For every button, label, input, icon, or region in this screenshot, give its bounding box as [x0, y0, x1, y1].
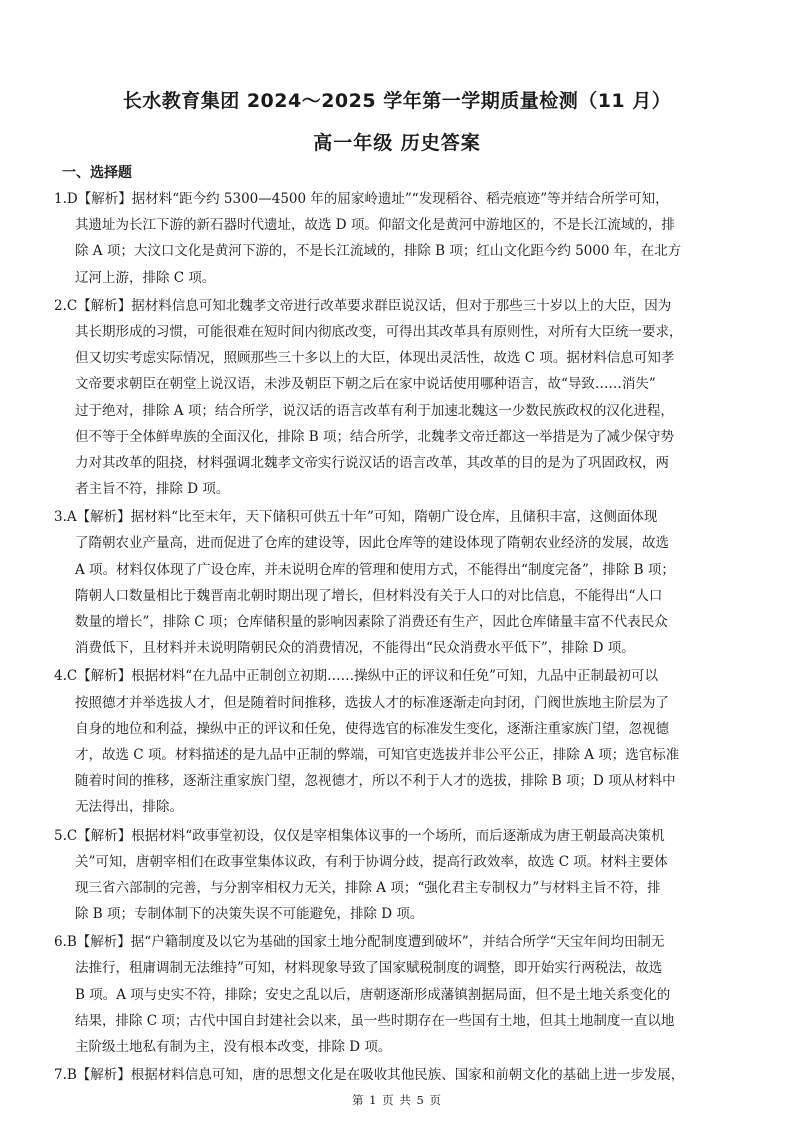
- answer-line: 结果，排除 C 项；古代中国自封建社会以来，虽一些时期存在一些国有土地，但其土地制度一直以地: [75, 1012, 675, 1029]
- answer-line: 消费低下，且材料并未说明隋朝民众的消费情况，不能得出“民众消费水平低下”，排除 D 项。: [75, 640, 635, 657]
- answer-line: 法推行，租庸调制无法维持”可知，材料现象导致了国家赋税制度的调整，即开始实行两税法，故选: [75, 960, 663, 977]
- document-title: 长水教育集团 2024～2025 学年第一学期质量检测（11 月）: [122, 90, 672, 112]
- answer-line: 了隋朝农业产量高，进而促进了仓库的建设等，因此仓库等的建设体现了隋朝农业经济的发展，故选: [75, 535, 669, 552]
- answer-list: [54, 186, 744, 1090]
- answer-line: 者主旨不符，排除 D 项。: [75, 481, 230, 498]
- answer-line: 除 B 项；专制体制下的决策失误不可能避免，排除 D 项。: [75, 906, 424, 923]
- answer-item: [54, 186, 744, 291]
- answer-line: 4.C【解析】根据材料“在九品中正制创立初期……操纵中正的评议和任免”可知，九品中正制最初可以: [54, 668, 659, 685]
- answer-line: A 项。材料仅体现了广设仓库，并未说明仓库的管理和使用方式，不能得出“制度完备”，排除 B 项；: [75, 561, 675, 578]
- answer-line: 关”可知，唐朝宰相们在政事堂集体议政，有利于协调分歧，提高行政效率，故选 C 项。材料主要体: [75, 853, 668, 870]
- answer-line: 3.A【解析】据材料“比至末年，天下储积可供五十年”可知，隋朝广设仓库，且储积丰富，这侧面体现: [54, 509, 658, 526]
- answer-line: 但不等于全体鲜卑族的全面汉化，排除 B 项；结合所学，北魏孝文帝迁都这一举措是为了减少保守势: [75, 428, 675, 445]
- answer-line: 按照德才并举选拔人才，但是随着时间推移，选拔人才的标准逐渐走向封闭，门阀世族地主阶层为了: [75, 694, 669, 711]
- answer-line: 其遗址为长江下游的新石器时代遗址，故选 D 项。仰韶文化是黄河中游地区的，不是长江流域的，排: [75, 217, 675, 234]
- answer-line: 随着时间的推移，逐渐注重家族门望，忽视德才，所以不利于人才的选拔，排除 B 项；D 项从材料中: [75, 773, 676, 790]
- answer-item: [54, 929, 744, 1060]
- answer-item: [54, 504, 744, 661]
- answer-line: 数量的增长”，排除 C 项；仓库储积量的影响因素除了消费还有生产，因此仓库储量丰富不代表民众: [75, 614, 668, 630]
- answer-line: 1.D【解析】据材料“距今约 5300—4500 年的屈家岭遗址”“发现稻谷、稻壳痕迹”等并结合所学可知，: [54, 191, 669, 207]
- answer-item: [54, 1062, 744, 1088]
- answer-line: 力对其改革的阻挠，材料强调北魏孝文帝实行说汉话的语言改革，其改革的目的是为了巩固政权，两: [75, 454, 669, 471]
- answer-line: 自身的地位和利益，操纵中正的评议和任免，使得选官的标准发生变化，逐渐注重家族门望，忽视德: [75, 720, 669, 737]
- page-number: 第 1 页 共 5 页: [352, 1093, 442, 1107]
- answer-line: 才，故选 C 项。材料描述的是九品中正制的弊端，可知官吏选拔并非公平公正，排除 A 项；选官标准: [75, 746, 680, 763]
- answer-line: 隋朝人口数量相比于魏晋南北朝时期出现了增长，但材料没有关于人口的对比信息，不能得出“人口: [75, 587, 663, 604]
- answer-line: 其长期形成的习惯，可能很难在短时间内彻底改变，可得出其改革具有原则性，对所有大臣统一要求，: [75, 323, 683, 340]
- answer-line: B 项。A 项与史实不符，排除；安史之乱以后，唐朝逐渐形成藩镇割据局面，但不是土地关系变化的: [75, 986, 671, 1003]
- answer-line: 6.B【解析】据“户籍制度及以它为基础的国家土地分配制度遭到破坏”，并结合所学“天宝年间均田制无: [54, 934, 665, 951]
- document-subtitle: 高一年级 历史答案: [313, 132, 481, 154]
- section-heading: 一、选择题: [62, 165, 132, 181]
- answer-line: 除 A 项；大汶口文化是黄河下游的，不是长江流域的，排除 B 项；红山文化距今约 5000 年，在北方: [75, 243, 682, 260]
- answer-item: [54, 293, 744, 503]
- answer-line: 文帝要求朝臣在朝堂上说汉语，未涉及朝臣下朝之后在家中说话使用哪种语言，故“导致……消失”: [75, 376, 656, 393]
- answer-line: 2.C【解析】据材料信息可知北魏孝文帝进行改革要求群臣说汉话，但对于那些三十岁以上的大臣，因为: [54, 297, 672, 314]
- answer-line: 现三省六部制的完善，与分割宰相权力无关，排除 A 项；“强化君主专制权力”与材料主旨不符，排: [75, 879, 661, 896]
- answer-line: 过于绝对，排除 A 项；结合所学，说汉话的语言改革有利于加速北魏这一少数民族政权的汉化进程，: [75, 402, 674, 419]
- answer-line: 辽河上游，排除 C 项。: [75, 269, 216, 286]
- answer-line: 5.C【解析】根据材料“政事堂初设，仅仅是宰相集体议事的一个场所，而后逐渐成为唐王朝最高决策机: [54, 827, 665, 844]
- answer-item: [54, 663, 744, 820]
- answer-line: 主阶级土地私有制为主，没有根本改变，排除 D 项。: [75, 1039, 392, 1055]
- answer-line: 7.B【解析】根据材料信息可知，唐的思想文化是在吸收其他民族、国家和前朝文化的基础上进一步发展，: [54, 1067, 685, 1084]
- answer-item: [54, 823, 744, 928]
- answer-line: 无法得出，排除。: [75, 799, 183, 816]
- answer-line: 但又切实考虑实际情况，照顾那些三十多以上的大臣，体现出灵活性，故选 C 项。据材料信息可知孝: [75, 350, 675, 367]
